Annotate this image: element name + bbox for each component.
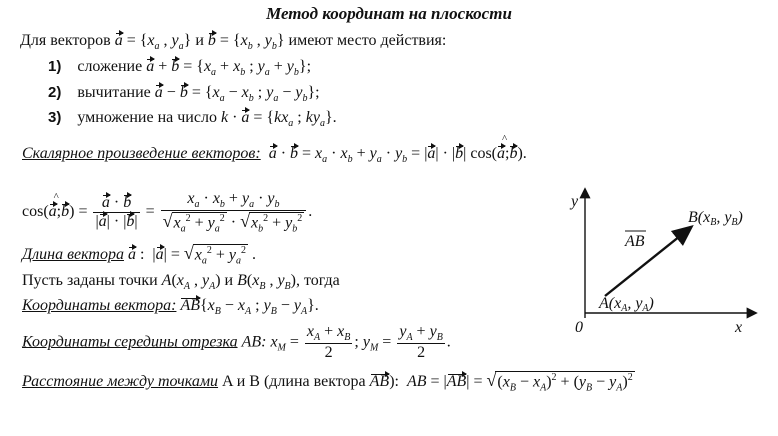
coords-heading: Координаты вектора:	[22, 297, 177, 314]
point-b-label	[688, 209, 743, 228]
y-axis-label: y	[571, 193, 579, 210]
op-multiply: 3) умножение на число $k \cdot a = \{kx_a$ ; $ky_a$}.	[48, 109, 337, 130]
intro-text-2: и	[195, 32, 204, 49]
op-subtract-num: 2)	[48, 84, 62, 101]
points-and: и	[224, 272, 234, 289]
x-axis-label: x	[735, 319, 743, 336]
op-add-label: сложение	[77, 58, 143, 75]
origin-label: 0	[575, 319, 583, 336]
op-multiply-num: 3)	[48, 109, 62, 126]
distance-rest: A и B (длина вектора	[222, 373, 366, 390]
intro-text-3: имеют место действия:	[288, 32, 447, 49]
op-subtract-label: вычитание	[77, 84, 151, 101]
op-multiply-label: умножение на число	[77, 109, 217, 126]
length-heading: Длина вектора	[22, 246, 124, 263]
point-a-label	[598, 295, 654, 314]
page-title: Метод координат на плоскости	[266, 4, 512, 23]
op-add-num: 1)	[48, 58, 62, 75]
vector-coords-line: Координаты вектора: $AB\{x_B - x_A$ ; $y_B - y_A$}.	[22, 297, 319, 318]
scalar-product-line: Скалярное произведение векторов: $a \cdot b = x_a \cdot x_b + y_a \cdot y_b = |a| \cdot |b|$ cos( ^ a;b).	[22, 133, 527, 166]
svg-text:B(xB, yB): B(xB, yB)	[688, 209, 743, 228]
points-then: , тогда	[295, 272, 340, 289]
distance-close: ):	[389, 373, 399, 390]
scalar-heading: Скалярное произведение векторов:	[22, 145, 261, 162]
op-add: 1) сложение $a + b = \{x_a + x_b$ ; $y_a + y_b$};	[48, 58, 312, 79]
op-subtract: 2) вычитание $a - b = \{x_a - x_b$ ; $y_a - y_b$};	[48, 84, 320, 105]
points-text: Пусть заданы точки	[22, 272, 158, 289]
intro-text-1: Для векторов	[20, 32, 111, 49]
svg-text:A(xA, yA): A(xA, yA)	[599, 295, 654, 314]
coordinate-diagram	[555, 180, 770, 340]
distance-line: Расстояние между точками A и B (длина вектора AB): AB = $|AB| = √(x_B - x_A)^2 + (y_B - y_A)^2$	[22, 370, 633, 394]
vector-length-line: Длина вектора a : $|a| = √x_a^2 + y_a^2$ .	[22, 243, 256, 267]
vector-ab-arrow	[605, 228, 690, 296]
vector-ab-label: AB	[625, 233, 645, 250]
midpoint-segment: AB:	[241, 333, 267, 351]
midpoint-heading: Координаты середины отрезка	[22, 333, 238, 351]
distance-heading: Расстояние между точками	[22, 373, 219, 390]
midpoint-line: Координаты середины отрезка AB: $x_M$ = $\frac{x_A + x_B}{2}$ ; $y_M$ = $\frac{y_A + y_B}{2}$ .	[22, 323, 451, 362]
points-line: Пусть заданы точки $A(x_A$ , $y_A$) и $B(x_B$ , $y_B$), тогда	[22, 272, 340, 293]
cos-formula: cos( ^ a;b) = $\frac{a \cdot b}{|a| \cdot |b|}$ = $\frac{x_a \cdot x_b + y_a \cdot y_b}{√x_a^2 + y_a^2 \cdot √x_b^2 + y_b^2}$ .	[22, 190, 313, 235]
intro-line: Для векторов $a = \{x_a$ , $y_a$} и $b = \{x_b$ , $y_b$} имеют место действия:	[20, 32, 447, 53]
